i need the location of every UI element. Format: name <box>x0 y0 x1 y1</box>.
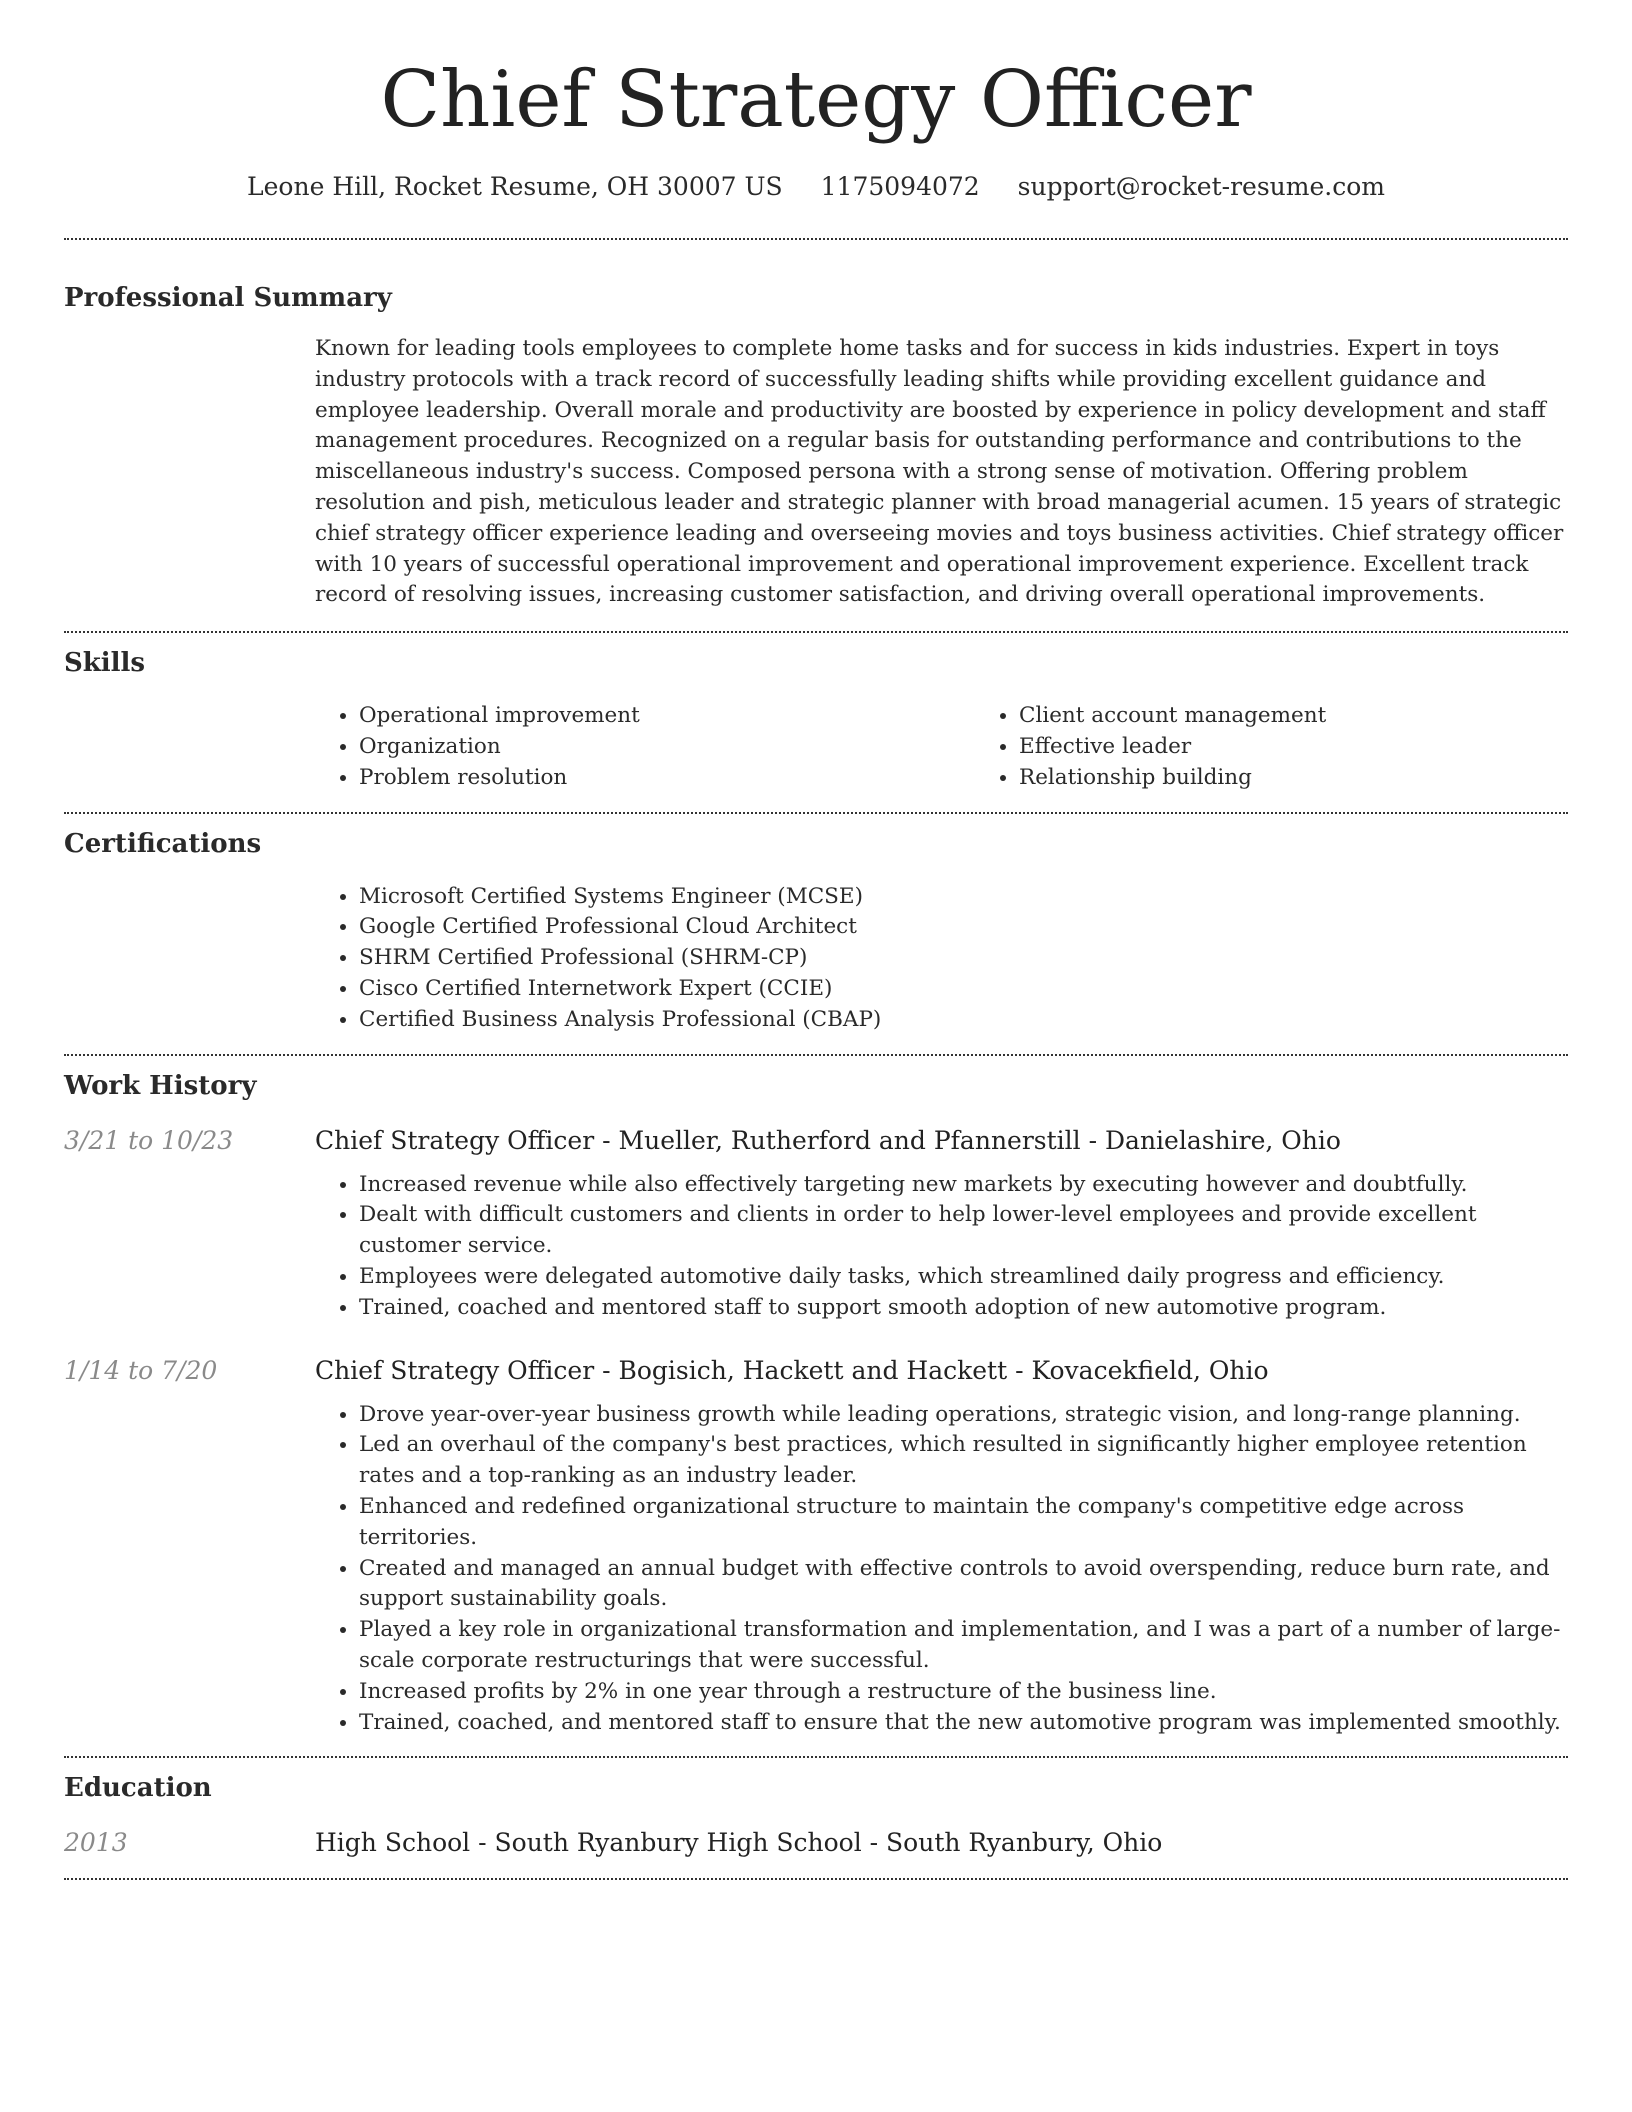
skill-item: • Client account management <box>1019 701 1568 732</box>
skills-list-left <box>315 701 975 793</box>
skill-item: • Problem resolution <box>359 763 975 794</box>
certification-item: • Google Certified Professional Cloud Architect <box>359 912 1568 943</box>
summary-heading: Professional Summary <box>64 283 392 313</box>
contact-email: support@rocket-resume.com <box>1017 172 1385 201</box>
education-entry <box>64 1826 1568 1860</box>
certification-item: • Microsoft Certified Systems Engineer (MCSE) <box>359 882 1568 913</box>
job-bullet: • Created and managed an annual budget with effective controls to avoid overspending, reduce burn rate, and support sustainability goals. <box>359 1554 1568 1616</box>
certifications-list <box>315 882 1568 1036</box>
certification-item: • SHRM Certified Professional (SHRM-CP) <box>359 943 1568 974</box>
job-bullet: • Increased profits by 2% in one year through a restructure of the business line. <box>359 1677 1568 1708</box>
job-bullet: • Dealt with difficult customers and clients in order to help lower-level employees and provide excellent customer service. <box>359 1200 1568 1262</box>
skill-item: • Effective leader <box>1019 732 1568 763</box>
contact-address: Leone Hill, Rocket Resume, OH 30007 US <box>247 172 783 201</box>
summary-section <box>64 240 1568 611</box>
job-bullet: • Trained, coached and mentored staff to support smooth adoption of new automotive program. <box>359 1293 1568 1324</box>
section-divider <box>64 1878 1568 1880</box>
job-bullet: • Played a key role in organizational transformation and implementation, and I was a part of a number of large-scale corporate restructurings that were successful. <box>359 1615 1568 1677</box>
job-bullet: • Employees were delegated automotive daily tasks, which streamlined daily progress and efficiency. <box>359 1262 1568 1293</box>
certification-item: • Cisco Certified Internetwork Expert (CCIE) <box>359 974 1568 1005</box>
job-bullets <box>315 1170 1568 1324</box>
job-title: Chief Strategy Officer - Bogisich, Hackett and Hackett - Kovacekfield, Ohio <box>315 1355 1269 1385</box>
certification-item: • Certified Business Analysis Professional (CBAP) <box>359 1005 1568 1036</box>
job-bullet: • Enhanced and redefined organizational structure to maintain the company's competitive edge across territories. <box>359 1492 1568 1554</box>
education-year: 2013 <box>64 1828 128 1858</box>
education-heading: Education <box>64 1773 212 1804</box>
contact-line <box>64 170 1568 204</box>
job-entry <box>64 1354 1568 1739</box>
work-history-heading: Work History <box>64 1070 257 1101</box>
job-entry <box>64 1124 1568 1324</box>
job-bullet: • Trained, coached, and mentored staff to ensure that the new automotive program was implemented smoothly. <box>359 1708 1568 1739</box>
resume-title: Chief Strategy Officer <box>380 55 1252 145</box>
certifications-heading: Certifications <box>64 828 262 859</box>
work-history-section <box>64 1056 1568 1739</box>
job-dates: 1/14 to 7/20 <box>64 1355 218 1385</box>
resume-header <box>64 0 1568 204</box>
job-bullets <box>315 1400 1568 1739</box>
job-dates: 3/21 to 10/23 <box>64 1125 234 1155</box>
job-title: Chief Strategy Officer - Mueller, Rutherford and Pfannerstill - Danielashire, Ohio <box>315 1125 1341 1155</box>
job-bullet: • Increased revenue while also effectively targeting new markets by executing however and doubtfully. <box>359 1170 1568 1201</box>
job-bullet: • Drove year-over-year business growth while leading operations, strategic vision, and long-range planning. <box>359 1400 1568 1431</box>
skill-item: • Relationship building <box>1019 763 1568 794</box>
skill-item: • Operational improvement <box>359 701 975 732</box>
skills-heading: Skills <box>64 648 146 679</box>
summary-text: Known for leading tools employees to complete home tasks and for success in kids industries. Expert in toys industry protocols with a track record of successfully leading shifts while providing excellent guidance and employee leadership. Overall morale and productivity are boosted by experience in policy development and staff management procedures. Recognized on a regular basis for outstanding performance and contributions to the miscellaneous industry's success. Composed persona with a strong sense of motivation. Offering problem resolution and pish, meticulous leader and strategic planner with broad managerial acumen. 15 years of strategic chief strategy officer experience leading and overseeing movies and toys business activities. Chief strategy officer with 10 years of successful operational improvement and operational improvement experience. Excellent track record of resolving issues, increasing customer satisfaction, and driving overall operational improvements. <box>315 336 1564 608</box>
education-section <box>64 1758 1568 1860</box>
skills-section <box>64 633 1568 793</box>
job-bullet: • Led an overhaul of the company's best practices, which resulted in significantly higher employee retention rates and a top-ranking as an industry leader. <box>359 1430 1568 1492</box>
skill-item: • Organization <box>359 732 975 763</box>
education-title: High School - South Ryanbury High School - South Ryanbury, Ohio <box>315 1828 1163 1858</box>
contact-phone: 1175094072 <box>820 172 980 201</box>
skills-list-right <box>975 701 1568 793</box>
certifications-section <box>64 814 1568 1036</box>
